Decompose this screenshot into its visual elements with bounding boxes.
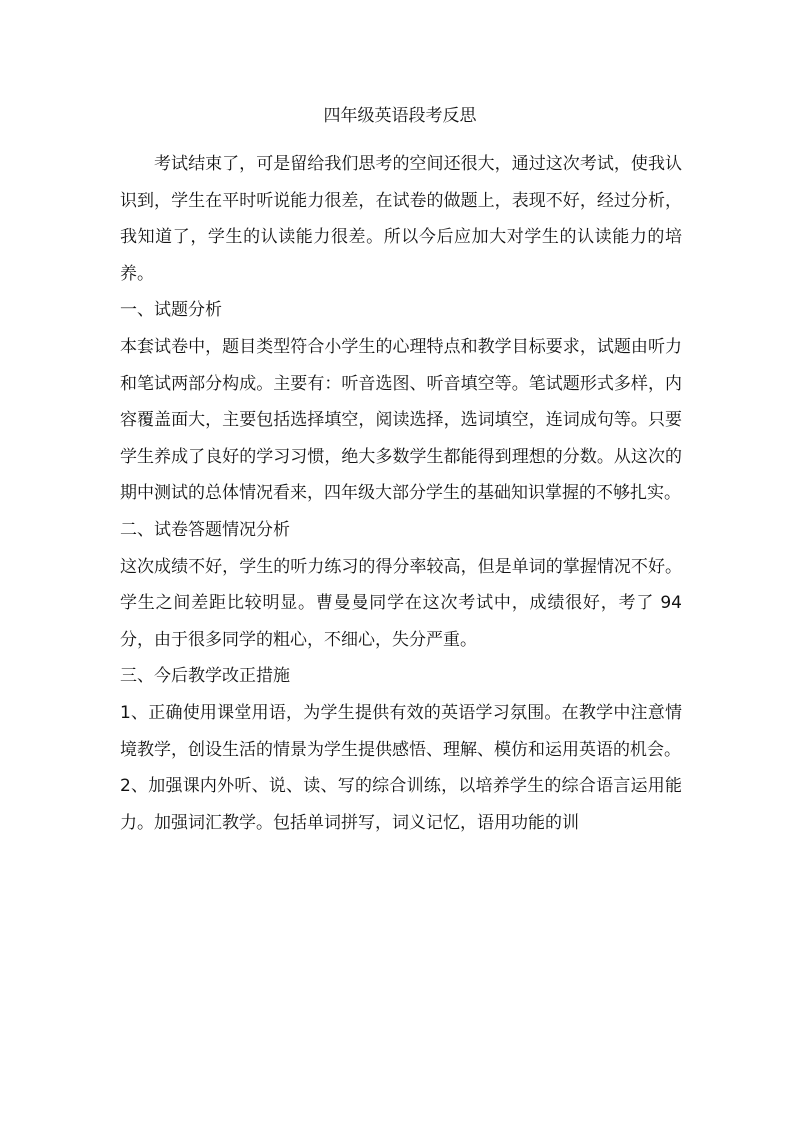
section-paragraph-2: 这次成绩不好，学生的听力练习的得分率较高，但是单词的掌握情况不好。学生之间差距比较明显。曹曼曼同学在这次考试中，成绩很好，考了 94 分，由于很多同学的粗心，不细心，失分严重。 — [120, 556, 682, 650]
intro-paragraph: 考试结束了，可是留给我们思考的空间还很大，通过这次考试，使我认识到，学生在平时听说能力很差，在试卷的做题上，表现不好，经过分析，我知道了，学生的认读能力很差。所以今后应加大对学生的认读能力的培养。 — [120, 154, 682, 284]
section-heading-1: 一、试题分析 — [120, 300, 222, 321]
measure-item-1: 1、正确使用课堂用语，为学生提供有效的英语学习氛围。在教学中注意情境教学，创设生活的情景为学生提供感悟、理解、模仿和运用英语的机会。 — [120, 702, 682, 760]
document-body — [120, 146, 682, 841]
document-title: 四年级英语段考反思 — [323, 106, 477, 126]
measure-item-2: 2、加强课内外听、说、读、写的综合训练，以培养学生的综合语言运用能力。加强词汇教学。包括单词拼写，词义记忆，语用功能的训 — [120, 776, 682, 833]
section-heading-2: 二、试卷答题情况分析 — [120, 519, 290, 540]
section-paragraph-1: 本套试卷中，题目类型符合小学生的心理特点和教学目标要求，试题由听力和笔试两部分构成。主要有：听音选图、听音填空等。笔试题形式多样，内容覆盖面大，主要包括选择填空，阅读选择，选词填空，连词成句等。只要学生养成了良好的学习习惯，绝大多数学生都能得到理想的分数。从这次的期中测试的总体情况看来，四年级大部分学生的基础知识掌握的不够扎实。 — [120, 336, 682, 504]
section-heading-3: 三、今后教学改正措施 — [120, 666, 290, 687]
